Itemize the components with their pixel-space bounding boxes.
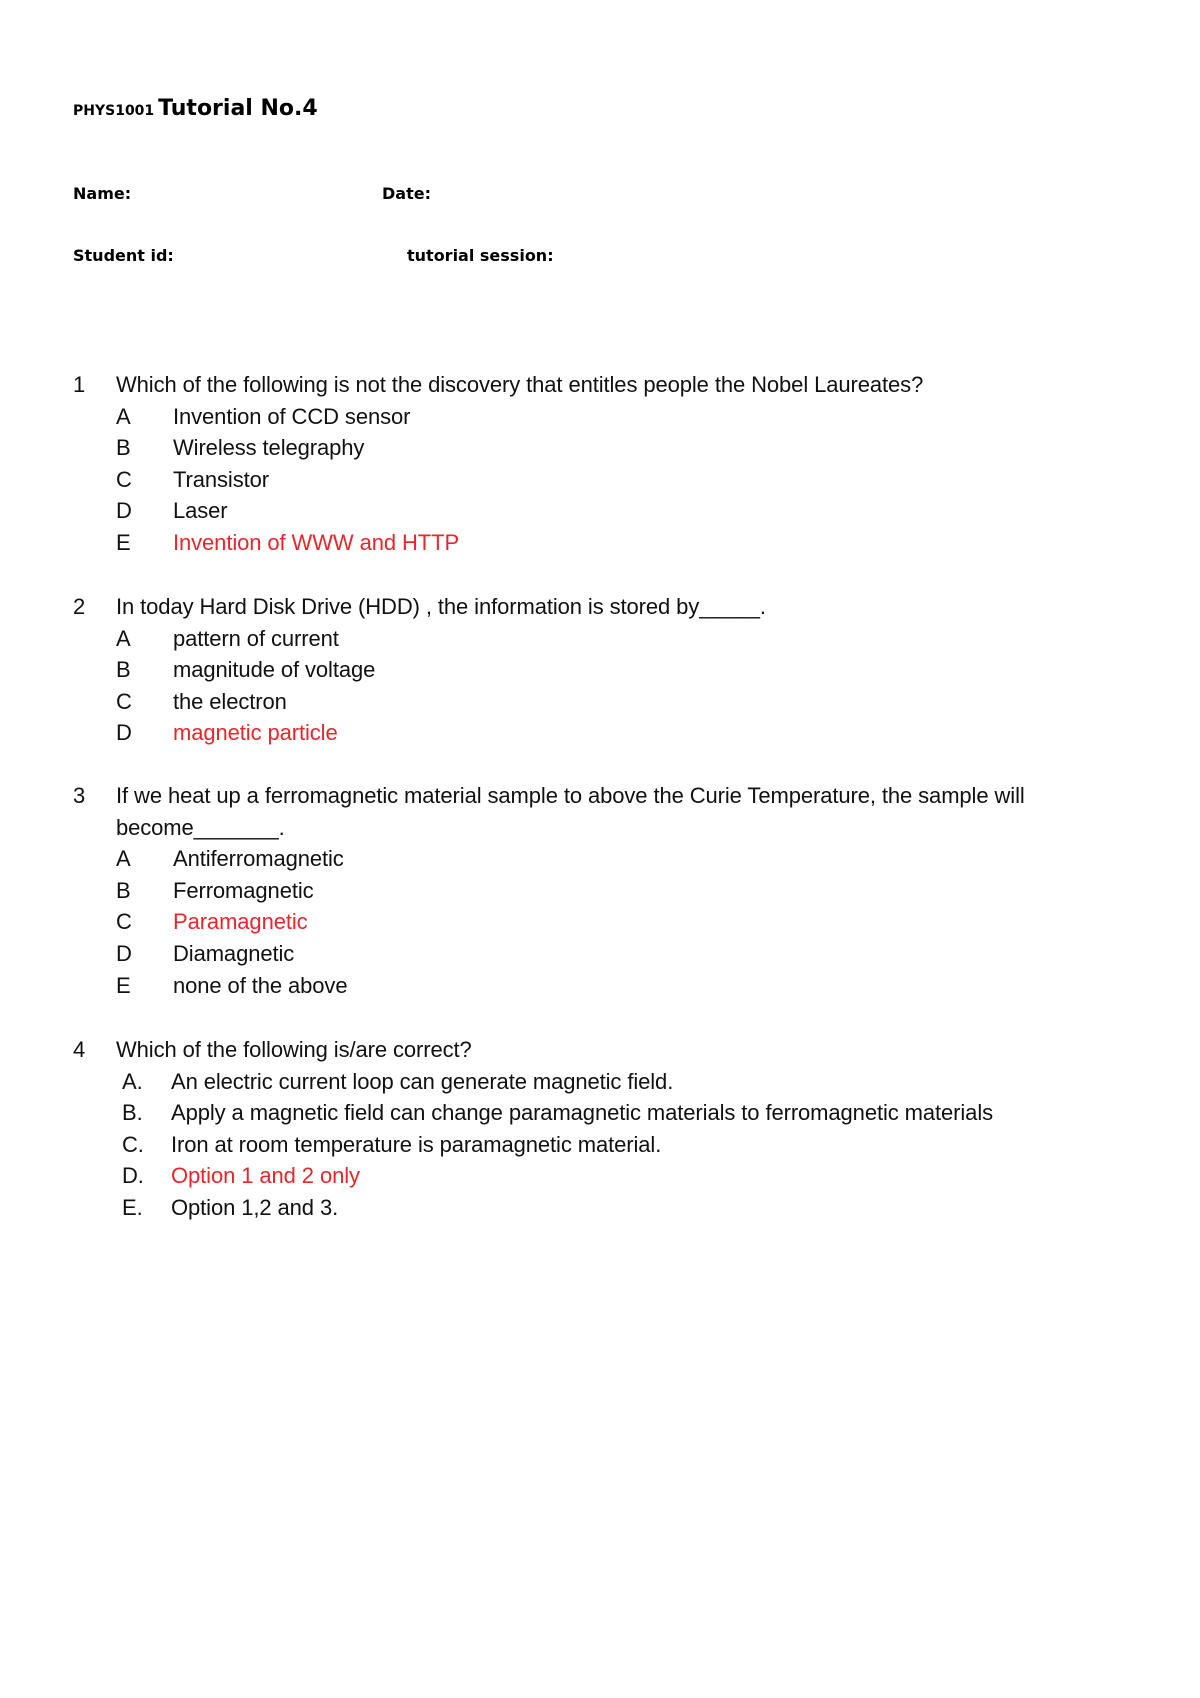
option-a	[116, 401, 1133, 433]
option-letter: B	[116, 657, 131, 683]
question-stem	[73, 780, 1133, 843]
option-c	[116, 464, 1133, 496]
option-letter: D.	[122, 1163, 144, 1189]
course-code: PHYS1001	[73, 103, 155, 119]
tutorial-session-label: tutorial session:	[407, 246, 554, 265]
option-letter: E.	[122, 1194, 143, 1220]
question-1	[73, 369, 1133, 559]
option-text: Invention of WWW and HTTP	[173, 529, 460, 555]
option-letter: C	[116, 909, 132, 935]
option-b	[116, 432, 1133, 464]
option-b	[122, 1097, 1133, 1129]
option-text: An electric current loop can generate magnetic field.	[171, 1068, 674, 1094]
option-letter: C.	[122, 1131, 144, 1157]
option-c	[116, 906, 1133, 938]
option-text: Transistor	[173, 466, 269, 492]
option-text: none of the above	[173, 972, 348, 998]
question-number: 2	[73, 594, 86, 619]
option-letter: E	[116, 529, 131, 555]
option-d	[116, 938, 1133, 970]
option-a	[122, 1066, 1133, 1098]
option-c	[122, 1129, 1133, 1161]
option-d	[116, 717, 1133, 749]
option-letter: E	[116, 972, 131, 998]
question-stem	[73, 591, 1133, 623]
option-letter: A	[116, 846, 131, 872]
question-number: 4	[73, 1037, 86, 1062]
document-title-line	[73, 96, 318, 121]
student-id-label: Student id:	[73, 246, 174, 265]
option-c	[116, 686, 1133, 718]
option-text: Diamagnetic	[173, 940, 295, 966]
option-letter: D	[116, 498, 132, 524]
option-d	[122, 1160, 1133, 1192]
option-b	[116, 654, 1133, 686]
tutorial-title: Tutorial No.4	[158, 96, 318, 121]
option-text: Antiferromagnetic	[173, 846, 344, 872]
option-text: Apply a magnetic field can change paramagnetic materials to ferromagnetic materials	[171, 1100, 994, 1126]
option-a	[116, 623, 1133, 655]
option-letter: C	[116, 688, 132, 714]
option-a	[116, 843, 1133, 875]
question-3	[73, 780, 1133, 1001]
option-text: Option 1,2 and 3.	[171, 1194, 339, 1220]
option-text: Invention of CCD sensor	[173, 403, 411, 429]
option-letter: D	[116, 720, 132, 746]
option-letter: A	[116, 403, 131, 429]
question-text: In today Hard Disk Drive (HDD) , the information is stored by_____.	[116, 594, 766, 619]
option-text: magnitude of voltage	[173, 657, 376, 683]
option-letter: B	[116, 435, 131, 461]
question-text: Which of the following is/are correct?	[116, 1037, 472, 1062]
option-letter: C	[116, 466, 132, 492]
question-text: Which of the following is not the discovery that entitles people the Nobel Laureates?	[116, 372, 924, 397]
name-label: Name:	[73, 184, 132, 203]
question-number: 1	[73, 372, 86, 397]
question-4	[73, 1034, 1133, 1224]
option-letter: B	[116, 877, 131, 903]
option-text: Iron at room temperature is paramagnetic material.	[171, 1131, 662, 1157]
option-e	[122, 1192, 1133, 1224]
question-stem	[73, 1034, 1133, 1066]
option-e	[116, 970, 1133, 1002]
question-text: If we heat up a ferromagnetic material sample to above the Curie Temperature, the sample will become_______.	[116, 783, 1025, 840]
option-letter: B.	[122, 1100, 143, 1126]
option-text: the electron	[173, 688, 287, 714]
option-d	[116, 495, 1133, 527]
option-text: Laser	[173, 498, 228, 524]
date-label: Date:	[382, 184, 431, 203]
option-text: magnetic particle	[173, 720, 338, 746]
question-stem	[73, 369, 1133, 401]
option-text: Option 1 and 2 only	[171, 1163, 360, 1189]
option-b	[116, 875, 1133, 907]
option-letter: A.	[122, 1068, 143, 1094]
option-letter: D	[116, 940, 132, 966]
option-text: pattern of current	[173, 625, 339, 651]
option-text: Wireless telegraphy	[173, 435, 365, 461]
option-e	[116, 527, 1133, 559]
option-text: Ferromagnetic	[173, 877, 314, 903]
question-number: 3	[73, 783, 86, 808]
option-text: Paramagnetic	[173, 909, 308, 935]
option-letter: A	[116, 625, 131, 651]
question-2	[73, 591, 1133, 749]
